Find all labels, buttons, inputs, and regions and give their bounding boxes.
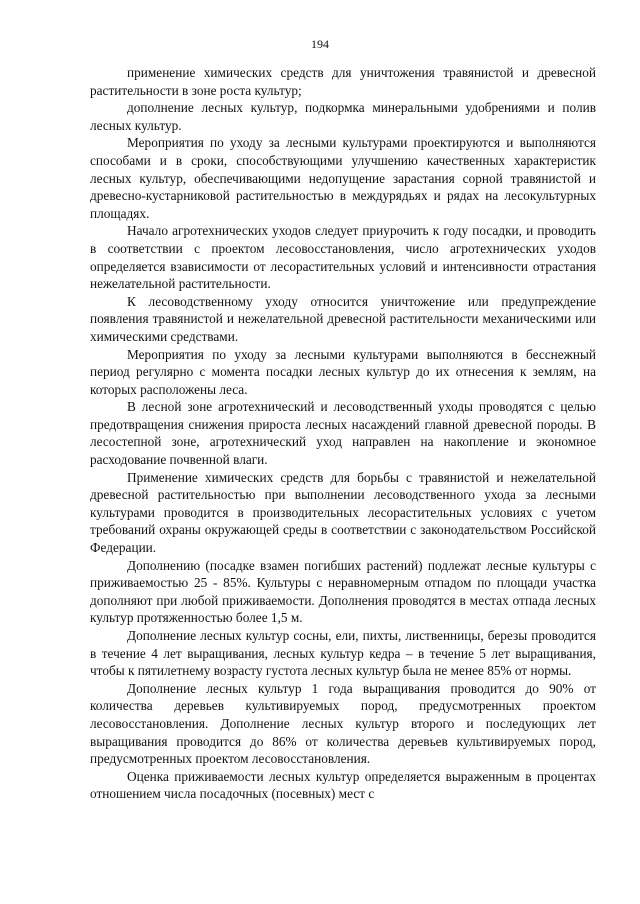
paragraph: Дополнение лесных культур сосны, ели, пихты, лиственницы, березы проводится в течение 4 лет выращивания, лесных культур кедра – в течение 5 лет выращивания, чтобы к пятилетнему возрасту густота лесных культур была не менее 85% от нормы. [90, 628, 596, 679]
paragraph: В лесной зоне агротехнический и лесоводственный уходы проводятся с целью предотвращения снижения прироста лесных насаждений главной древесной породы. В лесостепной зоне, агротехнический уход направлен на накопление и экономное расходование почвенной влаги. [90, 399, 596, 468]
paragraph: Оценка приживаемости лесных культур определяется выраженным в процентах отношением числа посадочных (посевных) мест с [90, 768, 596, 802]
paragraph: Начало агротехнических уходов следует приурочить к году посадки, и проводить в соответствии с проектом лесовосстановления, число агротехнических уходов определяется взависимости от лесорастительных условий и интенсивности отрастания нежелательной растительности. [90, 223, 596, 292]
paragraph: К лесоводственному уходу относится уничтожение или предупреждение появления травянистой и нежелательной древесной растительности механическими или химическими средствами. [90, 293, 596, 344]
paragraph: Дополнению (посадке взамен погибших растений) подлежат лесные культуры с приживаемостью 25 - 85%. Культуры с неравномерным отпадом по площади участка дополняют при любой приживаемости. Дополнения проводятся в местах отпада лесных культур протяженностью более 1,5 м. [90, 557, 596, 626]
text-body [90, 64, 596, 803]
paragraph: Дополнение лесных культур 1 года выращивания проводится до 90% от количества деревьев культивируемых пород, предусмотренных проектом лесовосстановления. Дополнение лесных культур второго и последующих лет выращивания проводится до 86% от количества деревьев культивируемых пород, предусмотренных проектом лесовосстановления. [90, 680, 596, 767]
paragraph: применение химических средств для уничтожения травянистой и древесной растительности в зоне роста культур; [90, 65, 596, 98]
paragraph: Применение химических средств для борьбы с травянистой и нежелательной древесной растительностью при выполнении лесоводственного ухода за лесными культурами проводится в производительных лесорастительных условиях с учетом требований охраны окружающей среды в соответствии с законодательством Российской Федерации. [90, 469, 596, 556]
paragraph: Мероприятия по уходу за лесными культурами выполняются в бесснежный период регулярно с момента посадки лесных культур до их отнесения к землям, на которых расположены леса. [90, 346, 596, 397]
paragraph: Мероприятия по уходу за лесными культурами проектируются и выполняются способами и в сроки, способствующими улучшению качественных характеристик лесных культур, обеспечивающими недопущение зарастания сорной травянистой и древесно-кустарниковой растительностью в междурядьях и рядах на лесокультурных площадях. [90, 135, 596, 221]
paragraph: дополнение лесных культур, подкормка минеральными удобрениями и полив лесных культур. [90, 100, 596, 133]
page-number: 194 [311, 37, 329, 51]
